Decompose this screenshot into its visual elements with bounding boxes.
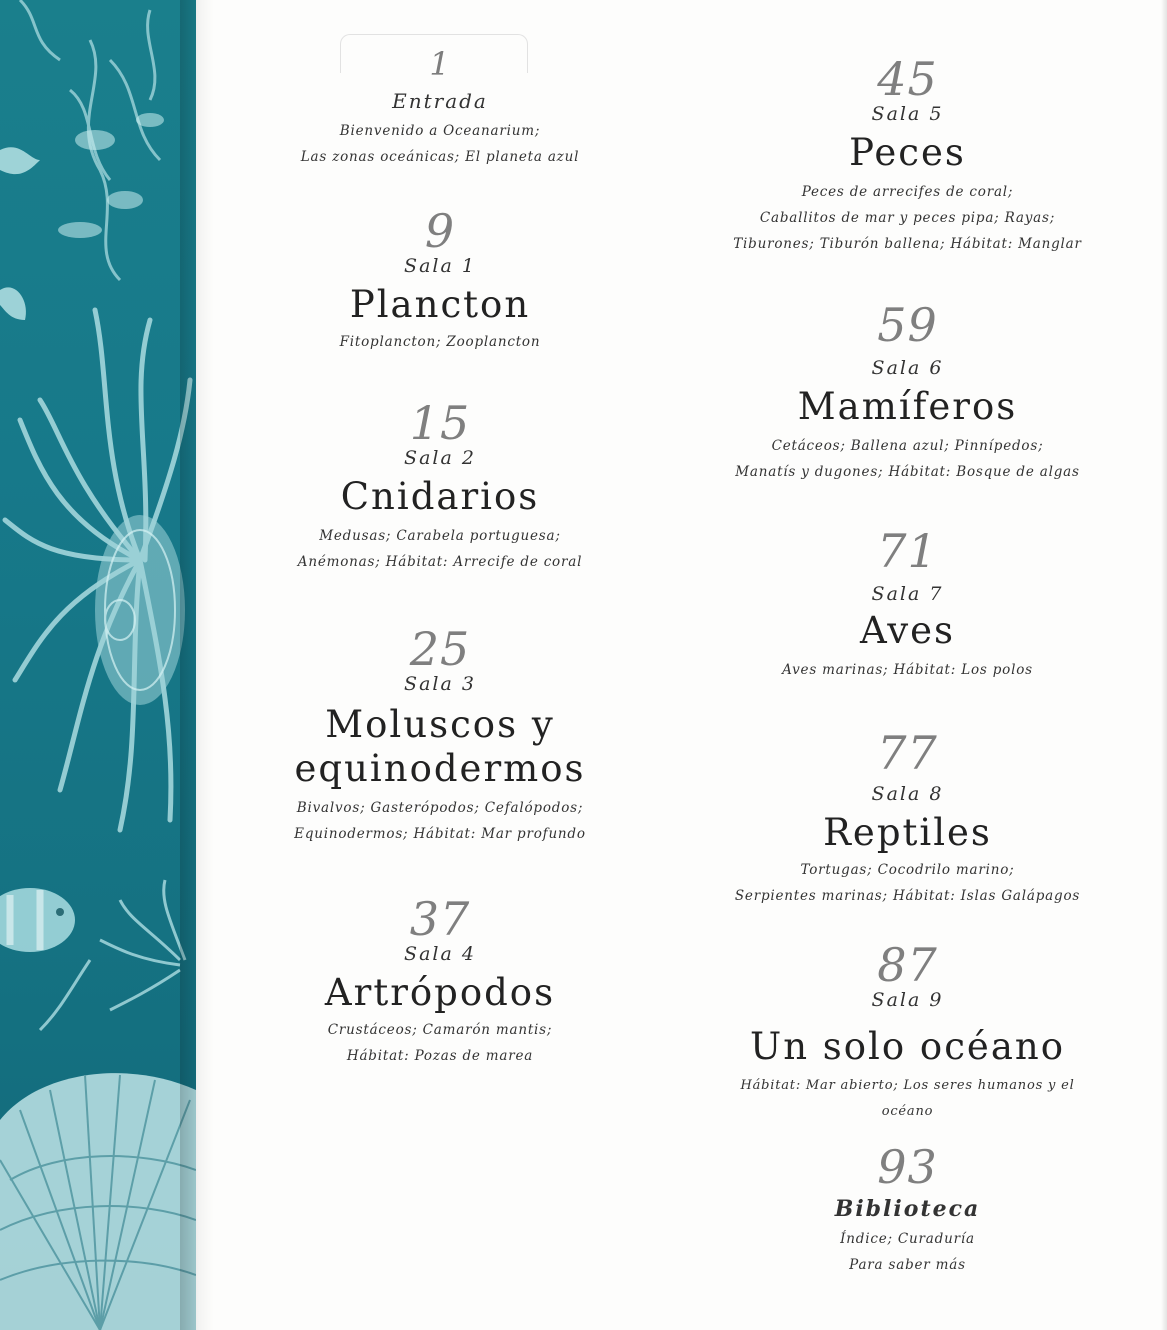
section-title: Artrópodos <box>324 970 556 1014</box>
illustration-panel <box>0 0 196 1330</box>
section-title: Mamíferos <box>797 384 1018 428</box>
sea-life-illustration <box>0 0 196 1330</box>
page-number: 87 <box>877 938 938 992</box>
page-number: 77 <box>877 726 938 780</box>
section-topics-line: Tiburones; Tiburón ballena; Hábitat: Manglar <box>733 236 1082 253</box>
page-number: 1 <box>429 45 451 83</box>
section-title: Reptiles <box>823 810 992 854</box>
toc-entry-sala-7[interactable] <box>715 524 1100 683</box>
section-title-line: equinodermos <box>294 747 586 791</box>
toc-entry-sala-1[interactable] <box>290 204 590 355</box>
page-number: 45 <box>877 52 938 106</box>
room-label: Sala 1 <box>404 255 476 277</box>
section-topics-line: Serpientes marinas; Hábitat: Islas Galápagos <box>734 888 1081 905</box>
section-topics-line: Cetáceos; Ballena azul; Pinnípedos; <box>771 438 1044 455</box>
section-title: Plancton <box>349 282 531 326</box>
section-heading: Entrada <box>392 89 488 113</box>
page-number: 9 <box>424 204 456 258</box>
section-topics-line: Medusas; Carabela portuguesa; <box>319 528 561 545</box>
section-topics-line: Peces de arrecifes de coral; <box>801 184 1014 201</box>
room-label: Sala 2 <box>404 447 476 469</box>
page-number: 71 <box>877 524 938 578</box>
toc-entry-sala-4[interactable] <box>290 892 590 1069</box>
page-number: 59 <box>877 298 938 352</box>
section-topics-line: Para saber más <box>849 1257 966 1273</box>
section-title: Cnidarios <box>340 474 540 518</box>
room-label: Sala 9 <box>871 989 944 1011</box>
room-label: Sala 7 <box>871 583 944 605</box>
toc-entry-biblioteca[interactable] <box>715 1140 1100 1278</box>
toc-entry-sala-5[interactable] <box>715 52 1100 257</box>
page-edge <box>1161 0 1167 1330</box>
toc-entry-entrada[interactable] <box>290 45 590 170</box>
page-number: 37 <box>409 892 471 946</box>
section-topics-line: Manatís y dugones; Hábitat: Bosque de algas <box>735 464 1080 481</box>
section-topics-line: Equinodermos; Hábitat: Mar profundo <box>294 826 586 843</box>
section-topics-line: Hábitat: Pozas de marea <box>346 1048 534 1065</box>
toc-entry-sala-9[interactable] <box>715 938 1100 1125</box>
section-topics-line: Tortugas; Cocodrilo marino; <box>800 862 1015 879</box>
room-label: Sala 4 <box>404 943 476 965</box>
section-title-line: Moluscos y <box>325 702 555 746</box>
section-topics-line: Crustáceos; Camarón mantis; <box>327 1022 553 1039</box>
section-title: Un solo océano <box>750 1024 1065 1068</box>
toc-entry-sala-3[interactable] <box>290 622 590 847</box>
section-topics-line: Anémonas; Hábitat: Arrecife de coral <box>297 554 583 571</box>
section-topics-line: Bienvenido a Oceanarium; <box>339 123 541 139</box>
section-title: Peces <box>849 130 966 174</box>
section-topics-line: Fitoplancton; Zooplancton <box>339 334 541 351</box>
toc-entry-sala-8[interactable] <box>715 726 1100 909</box>
section-topics-line: Hábitat: Mar abierto; Los seres humanos y el océano <box>740 1078 1075 1120</box>
section-topics-line: Las zonas oceánicas; El planeta azul <box>300 149 580 165</box>
room-label: Sala 8 <box>871 783 944 805</box>
page-number: 93 <box>877 1140 938 1194</box>
section-heading: Biblioteca <box>834 1196 981 1222</box>
section-topics-line: Aves marinas; Hábitat: Los polos <box>782 662 1033 679</box>
page-gutter <box>180 0 214 1330</box>
section-topics-line: Bivalvos; Gasterópodos; Cefalópodos; <box>296 800 584 817</box>
room-label: Sala 3 <box>404 673 476 695</box>
room-label: Sala 5 <box>871 103 944 125</box>
section-topics-line: Índice; Curaduría <box>840 1231 975 1247</box>
page-number: 15 <box>409 396 471 450</box>
page-number: 25 <box>409 622 471 676</box>
section-topics-line: Caballitos de mar y peces pipa; Rayas; <box>759 210 1056 227</box>
toc-entry-sala-2[interactable] <box>290 396 590 575</box>
room-label: Sala 6 <box>871 357 944 379</box>
section-title: Aves <box>859 608 955 652</box>
toc-entry-sala-6[interactable] <box>715 298 1100 485</box>
